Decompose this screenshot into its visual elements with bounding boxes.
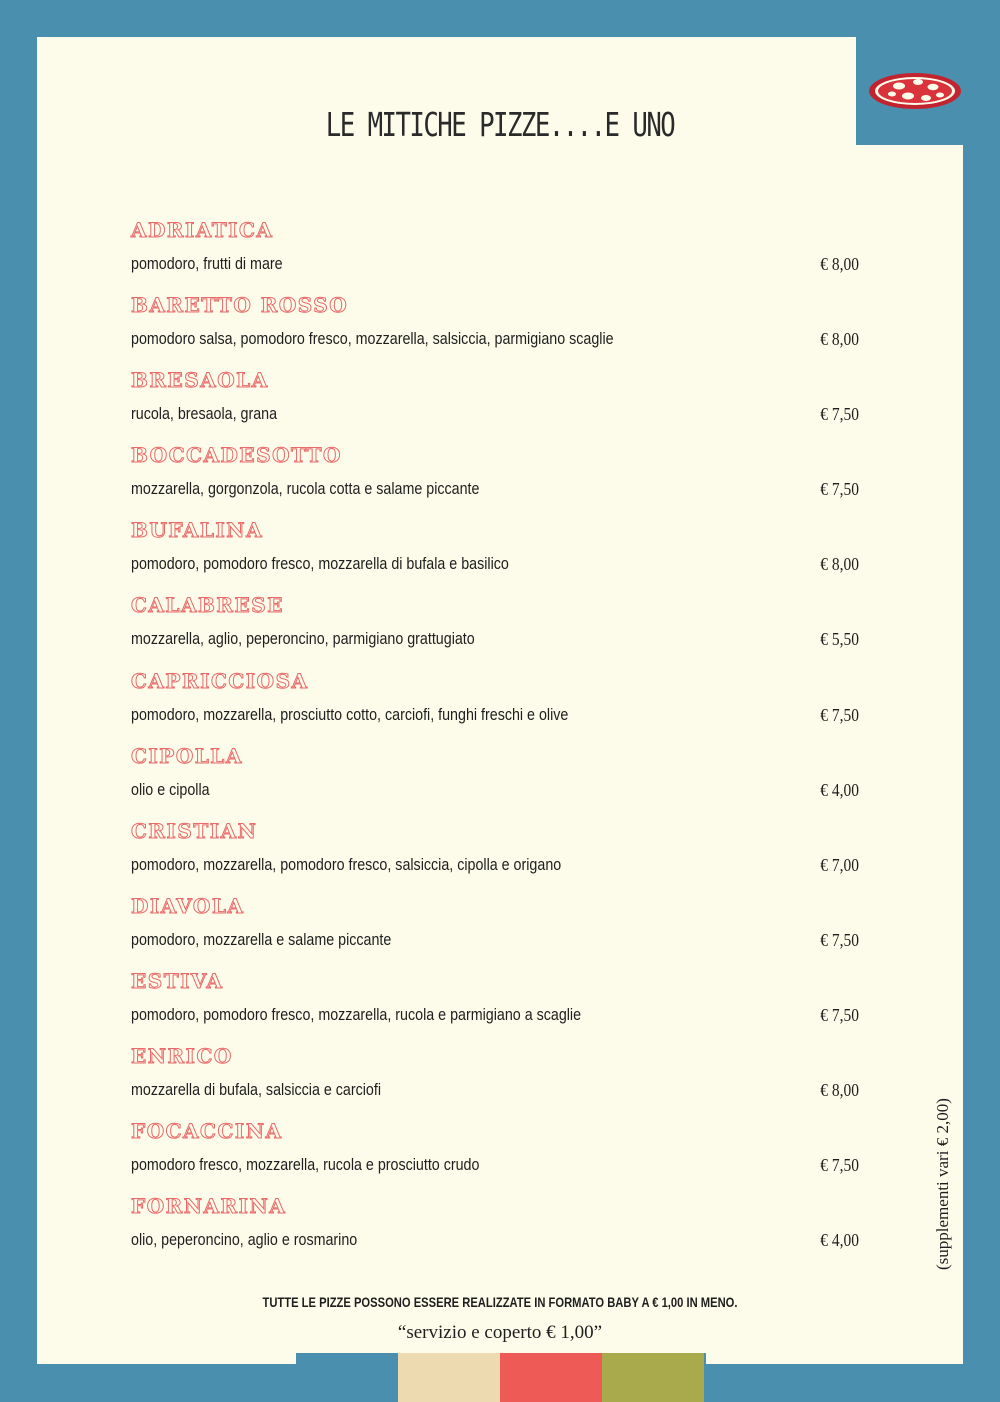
baby-format-note: TUTTE LE PIZZE POSSONO ESSERE REALIZZATE IN FORMATO BABY A € 1,00 IN MENO. <box>262 1294 738 1310</box>
pizza-price: € 7,50 <box>820 929 859 950</box>
pizza-ingredients: mozzarella, gorgonzola, rucola cotta e salame piccante <box>131 479 480 499</box>
pizza-ingredients: pomodoro, pomodoro fresco, mozzarella, rucola e parmigiano a scaglie <box>131 1004 582 1024</box>
supplements-note: (supplementi vari € 2,00) <box>933 1098 952 1270</box>
pizza-ingredients: pomodoro, pomodoro fresco, mozzarella di bufala e basilico <box>131 554 509 574</box>
menu-item <box>131 441 871 516</box>
menu-item <box>131 892 871 967</box>
menu-item <box>131 1192 871 1267</box>
pizza-ingredients: rucola, bresaola, grana <box>131 404 278 424</box>
menu-item <box>131 591 871 666</box>
pizza-name: ESTIVA <box>131 968 224 993</box>
pizza-name: BARETTO ROSSO <box>131 293 349 318</box>
page-title: LE MITICHE PIZZE....E UNO <box>325 105 675 144</box>
pizza-name: CIPOLLA <box>131 743 243 768</box>
menu-item <box>131 216 871 291</box>
pizza-name: FORNARINA <box>131 1194 287 1219</box>
color-swatch-cream <box>398 1353 500 1402</box>
pizza-ingredients: pomodoro salsa, pomodoro fresco, mozzarella, salsiccia, parmigiano scaglie <box>131 329 614 349</box>
pizza-price: € 4,00 <box>820 779 859 800</box>
pizza-price: € 4,00 <box>820 1230 859 1251</box>
pizza-ingredients: pomodoro, mozzarella e salame piccante <box>131 929 392 949</box>
pizza-price: € 7,50 <box>820 404 859 425</box>
pizza-ingredients: pomodoro, mozzarella, pomodoro fresco, salsiccia, cipolla e origano <box>131 854 562 874</box>
pizza-price: € 7,50 <box>820 1004 859 1025</box>
pizza-price: € 8,00 <box>820 554 859 575</box>
menu-item <box>131 1042 871 1117</box>
menu-item <box>131 667 871 742</box>
pizza-name: FOCACCINA <box>131 1119 283 1144</box>
menu-item <box>131 366 871 441</box>
pizza-name: BOCCADESOTTO <box>131 443 342 468</box>
pizza-ingredients: mozzarella, aglio, peperoncino, parmigiano grattugiato <box>131 629 475 649</box>
pizza-name: CRISTIAN <box>131 818 258 843</box>
pizza-price: € 7,50 <box>820 1155 859 1176</box>
service-charge-note: “servizio e coperto € 1,00” <box>397 1322 603 1343</box>
pizza-ingredients: pomodoro fresco, mozzarella, rucola e prosciutto crudo <box>131 1155 480 1175</box>
pizza-price: € 7,50 <box>820 704 859 725</box>
pizza-ingredients: pomodoro, mozzarella, prosciutto cotto, carciofi, funghi freschi e olive <box>131 704 569 724</box>
pizza-price: € 7,50 <box>820 479 859 500</box>
pizza-name: ENRICO <box>131 1044 233 1069</box>
menu-item <box>131 291 871 366</box>
menu-item <box>131 817 871 892</box>
pizza-ingredients: olio, peperoncino, aglio e rosmarino <box>131 1230 358 1250</box>
pizza-list <box>131 216 871 1267</box>
pizza-price: € 8,00 <box>820 254 859 274</box>
pizza-name: BUFALINA <box>131 518 264 543</box>
pizza-ingredients: mozzarella di bufala, salsiccia e carciofi <box>131 1080 382 1100</box>
color-swatch-olive <box>602 1353 704 1402</box>
menu-item <box>131 742 871 817</box>
pizza-name: CAPRICCIOSA <box>131 668 309 693</box>
menu-item <box>131 1117 871 1192</box>
pizza-price: € 5,50 <box>820 629 859 650</box>
pizza-price: € 8,00 <box>820 329 859 350</box>
color-swatch-red <box>500 1353 602 1402</box>
pizza-name: DIAVOLA <box>131 893 245 918</box>
pizza-price: € 7,00 <box>820 854 859 875</box>
pizza-name: CALABRESE <box>131 593 284 618</box>
menu-item <box>131 516 871 591</box>
pizza-price: € 8,00 <box>820 1080 859 1101</box>
pizza-ingredients: pomodoro, frutti di mare <box>131 254 283 273</box>
pizza-ingredients: olio e cipolla <box>131 779 210 799</box>
pizza-name: ADRIATICA <box>131 218 274 242</box>
menu-item <box>131 967 871 1042</box>
pizza-name: BRESAOLA <box>131 368 269 393</box>
